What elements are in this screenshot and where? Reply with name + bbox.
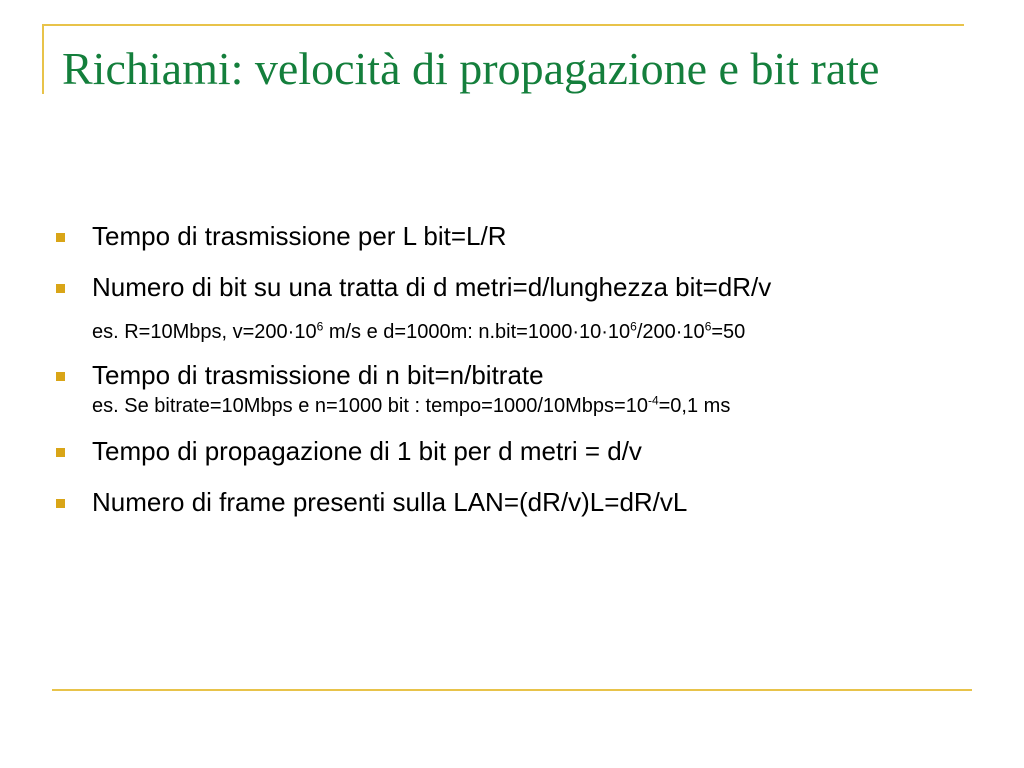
bullet-item-propagation-time xyxy=(54,435,1014,467)
exponent: -4 xyxy=(647,393,659,408)
square-bullet-icon xyxy=(56,372,65,381)
square-bullet-icon xyxy=(56,448,65,457)
left-border-line xyxy=(42,24,44,94)
exponent: 6 xyxy=(316,319,324,334)
example-text: m/s e d=1000m: n.bit=1000·10·10 xyxy=(323,321,631,343)
square-bullet-icon xyxy=(56,233,65,242)
slide-content xyxy=(54,220,1014,518)
top-border-line xyxy=(42,24,964,26)
bullet-text: Numero di frame presenti sulla LAN=(dR/v)L=dR/vL xyxy=(92,487,688,517)
bullet-item-n-bits-transmission xyxy=(54,359,1014,391)
example-text: /200·10 xyxy=(636,321,705,343)
bullet-item-frames-on-lan xyxy=(54,486,1014,518)
example-text: es. R=10Mbps, v=200·10 xyxy=(92,321,317,343)
bullet-text: Tempo di propagazione di 1 bit per d metri = d/v xyxy=(92,436,642,466)
bullet-text: Numero di bit su una tratta di d metri=d/lunghezza bit=dR/v xyxy=(92,272,772,302)
bottom-divider-line xyxy=(52,689,972,691)
example-text: =0,1 ms xyxy=(658,395,731,417)
example-text: es. Se bitrate=10Mbps e n=1000 bit : tempo=1000/10Mbps=10 xyxy=(92,395,648,417)
bullet-text: Tempo di trasmissione di n bit=n/bitrate xyxy=(92,360,544,390)
example-transmission-time xyxy=(54,393,1014,419)
exponent: 6 xyxy=(630,319,637,334)
slide-title: Richiami: velocità di propagazione e bit rate xyxy=(62,43,880,94)
exponent: 6 xyxy=(704,319,712,334)
bullet-item-bits-on-link xyxy=(54,271,1014,303)
bullet-item-transmission-time xyxy=(54,220,1014,252)
example-text: =50 xyxy=(711,321,746,343)
square-bullet-icon xyxy=(56,499,65,508)
example-bits-on-link xyxy=(54,319,1014,345)
bullet-text: Tempo di trasmissione per L bit=L/R xyxy=(92,221,507,251)
square-bullet-icon xyxy=(56,284,65,293)
